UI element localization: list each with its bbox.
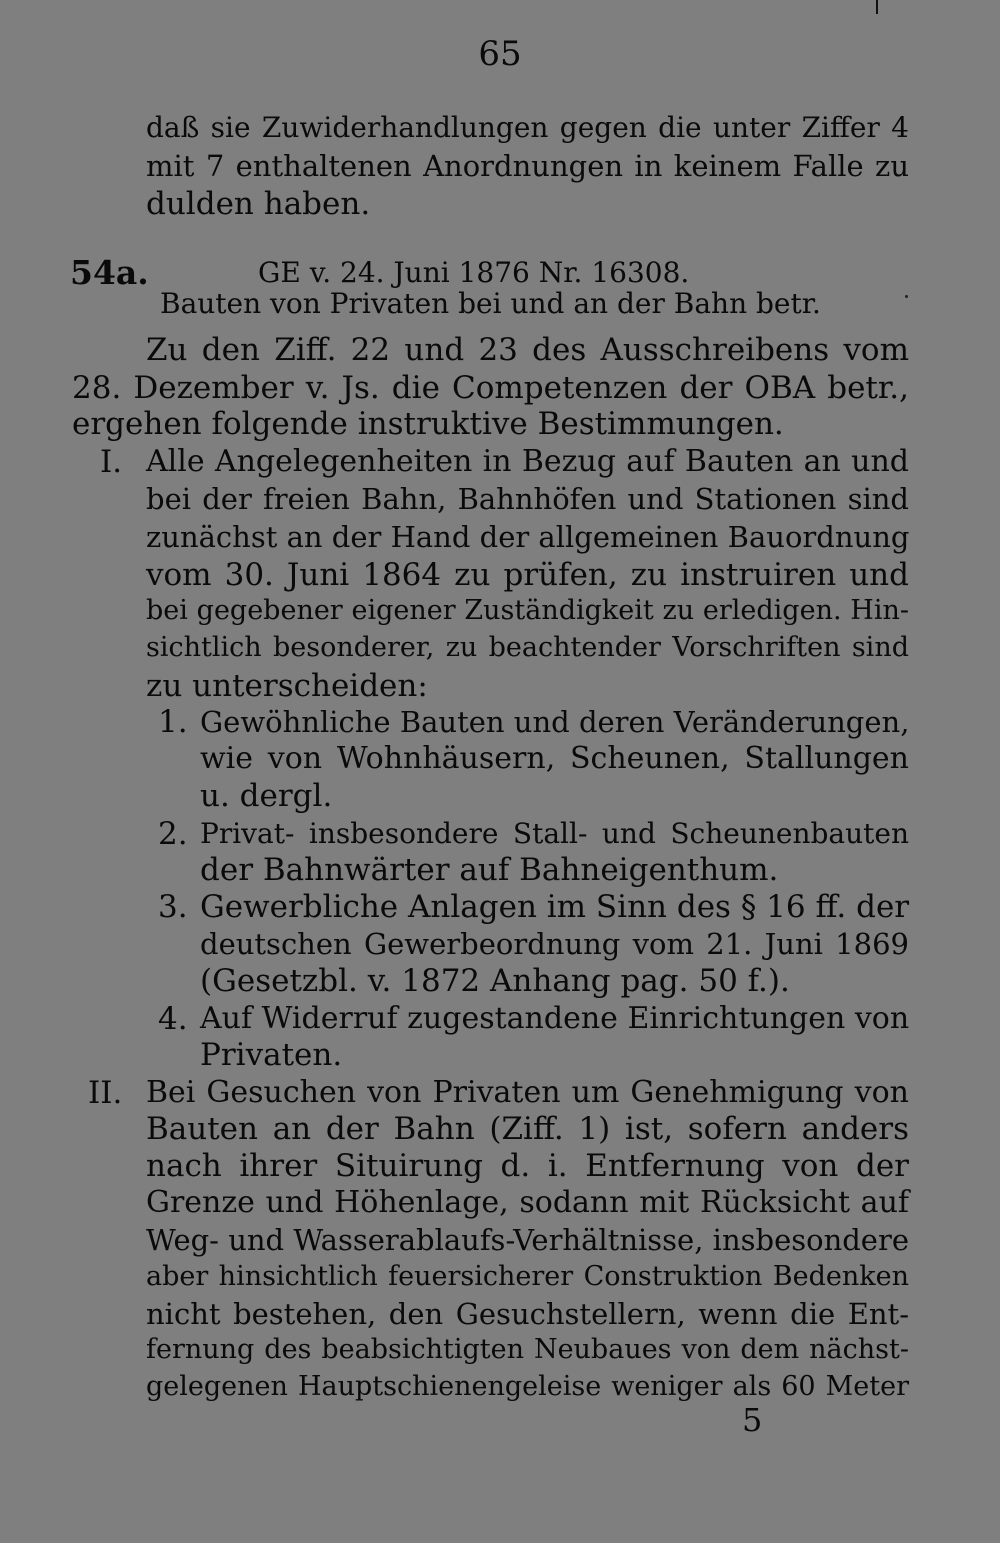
part1-line: bei der freien Bahn, Bahnhöfen und Stationen sind <box>146 482 909 516</box>
section-heading: GE v. 24. Juni 1876 Nr. 16308. <box>258 256 690 289</box>
part2-line: fernung des beabsichtigten Neubaues von dem nächst- <box>146 1334 909 1365</box>
intro-line: daß sie Zuwiderhandlungen gegen die unter Ziffer 4 <box>146 111 909 144</box>
item-label: 3. <box>158 889 188 925</box>
part2-line: nach ihrer Situirung d. i. Entfernung von der <box>146 1148 909 1184</box>
part2-line: gelegenen Hauptschienengeleise weniger als 60 Meter <box>146 1371 909 1402</box>
corner-mark <box>876 0 878 14</box>
preamble-line: Zu den Ziff. 22 und 23 des Ausschreibens vom <box>146 332 909 368</box>
part1-label: I. <box>100 444 123 480</box>
intro-line: dulden haben. <box>146 186 371 222</box>
section-subheading: Bauten von Privaten bei und an der Bahn betr. <box>160 287 821 320</box>
part2-line: Weg- und Wasserablaufs-Verhältnisse, insbesondere <box>146 1223 909 1257</box>
item-line: (Gesetzbl. v. 1872 Anhang pag. 50 f.). <box>200 963 790 999</box>
intro-line: mit 7 enthaltenen Anordnungen in keinem Falle zu <box>146 149 909 183</box>
section-number: 54a. <box>70 253 149 292</box>
item-line: Gewöhnliche Bauten und deren Veränderungen, <box>200 705 910 739</box>
part2-line: aber hinsichtlich feuersicherer Construktion Bedenken <box>146 1261 909 1292</box>
preamble-line: ergehen folgende instruktive Bestimmungen. <box>72 406 784 442</box>
item-line: Gewerbliche Anlagen im Sinn des § 16 ff. der <box>200 889 910 925</box>
part2-line: Bauten an der Bahn (Ziff. 1) ist, sofern anders <box>146 1111 909 1147</box>
item-line: Auf Widerruf zugestandene Einrichtungen von <box>200 1001 910 1036</box>
item-label: 4. <box>158 1001 188 1037</box>
part2-line: Grenze und Höhenlage, sodann mit Rücksicht auf <box>146 1185 909 1220</box>
item-line: wie von Wohnhäusern, Scheunen, Stallungen <box>200 741 909 776</box>
item-line: der Bahnwärter auf Bahneigenthum. <box>200 852 779 888</box>
page-number: 65 <box>478 34 522 74</box>
part2-line: Bei Gesuchen von Privaten um Genehmigung von <box>146 1075 909 1110</box>
speck <box>905 295 908 298</box>
signature-mark: 5 <box>742 1401 763 1439</box>
part1-line: zunächst an der Hand der allgemeinen Bauordnung <box>146 520 910 554</box>
part2-line: nicht bestehen, den Gesuchstellern, wenn die Ent- <box>146 1297 909 1331</box>
part1-line: bei gegebener eigener Zuständigkeit zu erledigen. Hin- <box>146 595 909 626</box>
item-line: Privaten. <box>200 1037 343 1073</box>
item-line: u. dergl. <box>200 778 333 814</box>
item-label: 1. <box>158 704 188 740</box>
part1-line: vom 30. Juni 1864 zu prüfen, zu instruiren und <box>146 557 909 593</box>
part1-line: sichtlich besonderer, zu beachtender Vorschriften sind <box>146 632 909 663</box>
part2-label: II. <box>88 1075 123 1111</box>
part1-line: zu unterscheiden: <box>146 668 428 704</box>
item-label: 2. <box>158 816 188 852</box>
item-line: deutschen Gewerbeordnung vom 21. Juni 1869 <box>200 927 909 961</box>
preamble-line: 28. Dezember v. Js. die Competenzen der OBA betr., <box>72 370 909 406</box>
item-line: Privat- insbesondere Stall- und Scheunenbauten <box>200 817 909 850</box>
part1-line: Alle Angelegenheiten in Bezug auf Bauten an und <box>146 444 909 479</box>
